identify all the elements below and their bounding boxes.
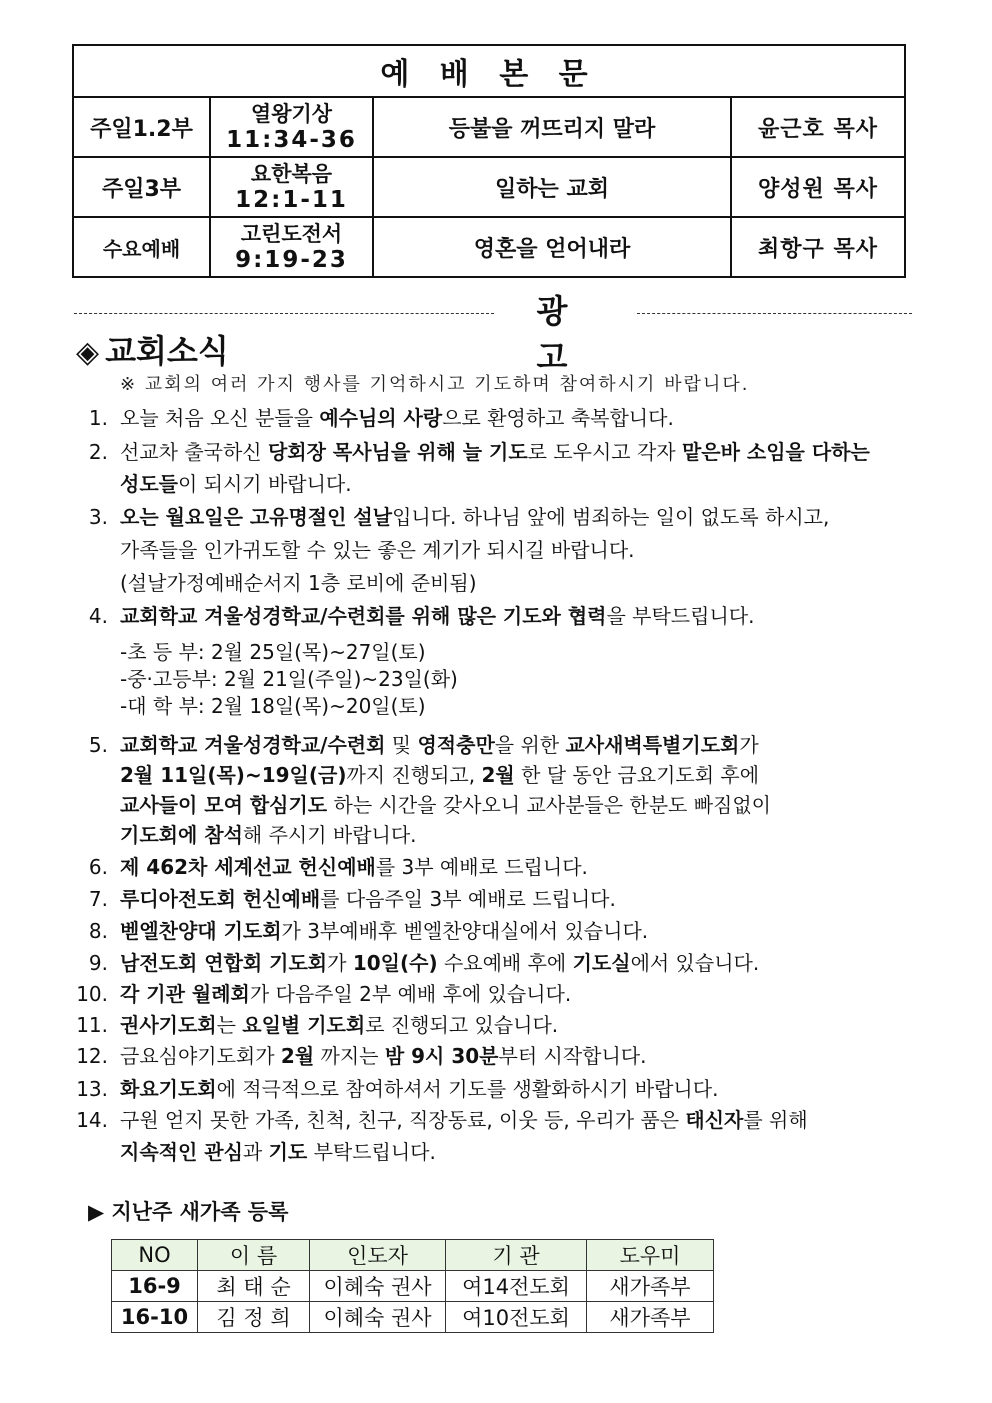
sermon-title: 영혼을 얻어내라 bbox=[373, 217, 731, 277]
scripture-cell bbox=[210, 217, 373, 277]
item-emphasis: 10일(수) bbox=[352, 951, 438, 975]
sermon-title: 일하는 교회 bbox=[373, 157, 731, 217]
list-item bbox=[120, 792, 771, 818]
item-emphasis: 교회학교 겨울성경학교/수련회를 위해 많은 기도와 협력 bbox=[120, 604, 607, 628]
item-number: 9. bbox=[88, 951, 108, 975]
item-text: 입니다. 하나님 앞에 범죄하는 일이 없도록 하시고, bbox=[392, 505, 830, 529]
item-text: 까지는 bbox=[314, 1044, 385, 1068]
dashed-divider bbox=[637, 313, 912, 314]
list-item bbox=[76, 1107, 808, 1133]
item-text: 가 다음주일 2부 예배 후에 있습니다. bbox=[249, 982, 572, 1006]
table-cell: 여14전도회 bbox=[446, 1271, 587, 1302]
item-number: 4. bbox=[88, 604, 108, 628]
item-number: 2. bbox=[88, 440, 108, 464]
item-text: 으로 환영하고 축복합니다. bbox=[442, 406, 674, 430]
scripture-cell bbox=[210, 97, 373, 157]
column-header: 인도자 bbox=[310, 1240, 446, 1271]
item-number: 3. bbox=[88, 505, 108, 529]
item-text: 는 bbox=[216, 1013, 243, 1037]
preacher-name: 윤근호 목사 bbox=[731, 97, 905, 157]
list-item bbox=[120, 570, 477, 596]
table-cell: 16-9 bbox=[112, 1271, 198, 1302]
item-emphasis: 2월 11일(목)~19일(금) bbox=[120, 763, 347, 787]
announcement-heading: 광 고 bbox=[536, 292, 598, 376]
item-text: 를 3부 예배로 드립니다. bbox=[375, 855, 588, 879]
item-emphasis: 화요기도회 bbox=[120, 1077, 217, 1101]
item-emphasis: 벧엘찬양대 기도회 bbox=[120, 919, 282, 943]
item-text: 및 bbox=[385, 733, 418, 757]
item-text: 가 3부예배후 벧엘찬양대실에서 있습니다. bbox=[281, 919, 649, 943]
item-emphasis: 2월 bbox=[280, 1044, 315, 1068]
item-text: -초 등 부: 2월 25일(목)~27일(토) bbox=[120, 640, 426, 664]
item-emphasis: 교회학교 겨울성경학교/수련회 bbox=[120, 733, 386, 757]
list-item bbox=[88, 439, 870, 465]
item-text: 하는 시간을 갖사오니 교사분들은 한분도 빠짐없이 bbox=[327, 793, 772, 817]
item-text: 해 주시기 바랍니다. bbox=[242, 823, 417, 847]
sermon-row bbox=[73, 217, 905, 277]
new-family-table bbox=[111, 1239, 714, 1333]
item-emphasis: 각 기관 월례회 bbox=[120, 982, 250, 1006]
scripture-ref: 9:19-23 bbox=[235, 247, 348, 273]
service-name: 수요예배 bbox=[73, 217, 210, 277]
item-emphasis: 태신자 bbox=[685, 1108, 744, 1132]
scripture-book: 요한복음 bbox=[250, 162, 333, 186]
scripture-cell bbox=[210, 157, 373, 217]
list-item bbox=[88, 504, 830, 530]
item-number: 6. bbox=[88, 855, 108, 879]
item-number: 12. bbox=[76, 1044, 108, 1068]
item-emphasis: 교사들이 모여 합심기도 bbox=[120, 793, 328, 817]
sermon-title: 등불을 꺼뜨리지 말라 bbox=[373, 97, 731, 157]
item-emphasis: 기도 bbox=[268, 1140, 308, 1164]
new-family-title: ▶ 지난주 새가족 등록 bbox=[88, 1200, 289, 1224]
list-item bbox=[88, 405, 674, 431]
sermon-table bbox=[72, 44, 906, 278]
item-emphasis: 기도회에 참석 bbox=[120, 823, 243, 847]
preacher-name: 양성원 목사 bbox=[731, 157, 905, 217]
item-emphasis: 예수님의 사랑 bbox=[319, 406, 443, 430]
table-cell: 새가족부 bbox=[587, 1302, 714, 1333]
table-header-row bbox=[112, 1240, 714, 1271]
item-number: 13. bbox=[76, 1077, 108, 1101]
list-item bbox=[120, 1139, 436, 1165]
scripture-book: 열왕기상 bbox=[250, 102, 333, 126]
scripture-ref: 12:1-11 bbox=[235, 187, 348, 213]
list-item bbox=[120, 822, 417, 848]
item-text: (설날가정예배순서지 1층 로비에 준비됨) bbox=[120, 571, 477, 595]
item-emphasis: 성도들 bbox=[120, 472, 178, 496]
table-row bbox=[112, 1271, 714, 1302]
diamond-icon: ◈ bbox=[76, 335, 100, 370]
item-number: 14. bbox=[76, 1108, 108, 1132]
item-text: -중·고등부: 2월 21일(주일)~23일(화) bbox=[120, 667, 458, 691]
item-text: 가 bbox=[327, 951, 353, 975]
list-item bbox=[120, 666, 458, 692]
table-cell: 이혜숙 권사 bbox=[310, 1271, 446, 1302]
dashed-divider bbox=[74, 313, 494, 314]
list-item bbox=[76, 1076, 719, 1102]
list-item bbox=[120, 537, 635, 563]
column-header: 이 름 bbox=[198, 1240, 310, 1271]
item-text: 에서 있습니다. bbox=[630, 951, 760, 975]
item-text: 선교차 출국하신 bbox=[120, 440, 268, 464]
list-item bbox=[88, 950, 760, 976]
item-number: 11. bbox=[76, 1013, 108, 1037]
sermon-row bbox=[73, 97, 905, 157]
item-number: 7. bbox=[88, 887, 108, 911]
item-emphasis: 교사새벽특별기도회 bbox=[565, 733, 740, 757]
table-cell: 최 태 순 bbox=[198, 1271, 310, 1302]
item-text: 이 되시기 바랍니다. bbox=[177, 472, 352, 496]
item-text: -대 학 부: 2월 18일(목)~20일(토) bbox=[120, 694, 426, 718]
item-text: 가 bbox=[739, 733, 759, 757]
table-row bbox=[112, 1302, 714, 1333]
table-cell: 김 정 희 bbox=[198, 1302, 310, 1333]
item-number: 10. bbox=[76, 982, 108, 1006]
item-emphasis: 맡은바 소임을 다하는 bbox=[681, 440, 870, 464]
item-text: 로 도우시고 각자 bbox=[527, 440, 682, 464]
list-item bbox=[120, 693, 426, 719]
section-note: ※ 교회의 여러 가지 행사를 기억하시고 기도하며 참여하시기 바랍니다. bbox=[120, 374, 750, 395]
column-header: 기 관 bbox=[446, 1240, 587, 1271]
table-cell: 16-10 bbox=[112, 1302, 198, 1333]
item-emphasis: 지속적인 관심 bbox=[120, 1140, 243, 1164]
list-item bbox=[120, 471, 352, 497]
section-title bbox=[76, 326, 229, 372]
list-item bbox=[76, 981, 572, 1007]
column-header: 도우미 bbox=[587, 1240, 714, 1271]
item-text: 을 위한 bbox=[494, 733, 566, 757]
item-emphasis: 2월 bbox=[481, 763, 515, 787]
item-emphasis: 밤 9시 30분 bbox=[384, 1044, 499, 1068]
item-text: 오늘 처음 오신 분들을 bbox=[120, 406, 320, 430]
list-item bbox=[88, 732, 759, 758]
section-title-text: 교회소식 bbox=[105, 332, 229, 370]
list-item bbox=[76, 1043, 647, 1069]
item-text: 한 달 동안 금요기도회 후에 bbox=[514, 763, 760, 787]
item-text: 수요예배 후에 bbox=[437, 951, 573, 975]
item-emphasis: 권사기도회 bbox=[120, 1013, 217, 1037]
item-number: 8. bbox=[88, 919, 108, 943]
table-cell: 이혜숙 권사 bbox=[310, 1302, 446, 1333]
table-cell: 새가족부 bbox=[587, 1271, 714, 1302]
item-text: 구원 얻지 못한 가족, 친척, 친구, 직장동료, 이웃 등, 우리가 품은 bbox=[120, 1108, 686, 1132]
item-text: 를 다음주일 3부 예배로 드립니다. bbox=[320, 887, 616, 911]
list-item bbox=[88, 603, 755, 629]
item-text: 로 진행되고 있습니다. bbox=[365, 1013, 559, 1037]
item-emphasis: 당회장 목사님을 위해 늘 기도 bbox=[267, 440, 528, 464]
list-item bbox=[120, 639, 426, 665]
item-emphasis: 남전도회 연합회 기도회 bbox=[120, 951, 328, 975]
sermon-table-title: 예 배 본 문 bbox=[73, 45, 905, 97]
item-text: 부터 시작합니다. bbox=[498, 1044, 647, 1068]
item-text: 부탁드립니다. bbox=[307, 1140, 436, 1164]
list-item bbox=[88, 918, 649, 944]
list-item bbox=[88, 886, 616, 912]
scripture-ref: 11:34-36 bbox=[226, 127, 357, 153]
list-item bbox=[88, 854, 588, 880]
preacher-name: 최항구 목사 bbox=[731, 217, 905, 277]
item-emphasis: 제 462차 세계선교 헌신예배 bbox=[120, 855, 376, 879]
sermon-row bbox=[73, 157, 905, 217]
item-emphasis: 영적충만 bbox=[417, 733, 495, 757]
service-name: 주일1.2부 bbox=[73, 97, 210, 157]
item-emphasis: 오는 월요일은 고유명절인 설날 bbox=[120, 505, 393, 529]
item-text: 를 위해 bbox=[743, 1108, 808, 1132]
item-text: 과 bbox=[242, 1140, 269, 1164]
item-text: 까지 진행되고, bbox=[346, 763, 482, 787]
scripture-book: 고린도전서 bbox=[240, 222, 343, 246]
item-text: 에 적극적으로 참여하셔서 기도를 생활화하시기 바랍니다. bbox=[216, 1077, 719, 1101]
item-number: 5. bbox=[88, 733, 108, 757]
item-emphasis: 요일별 기도회 bbox=[242, 1013, 366, 1037]
table-cell: 여10전도회 bbox=[446, 1302, 587, 1333]
service-name: 주일3부 bbox=[73, 157, 210, 217]
item-text: 가족들을 인가귀도할 수 있는 좋은 계기가 되시길 바랍니다. bbox=[120, 538, 635, 562]
column-header: NO bbox=[112, 1240, 198, 1271]
item-text: 금요심야기도회가 bbox=[120, 1044, 281, 1068]
list-item bbox=[76, 1012, 559, 1038]
item-number: 1. bbox=[88, 406, 108, 430]
list-item bbox=[120, 762, 759, 788]
item-emphasis: 루디아전도회 헌신예배 bbox=[120, 887, 321, 911]
item-emphasis: 기도실 bbox=[572, 951, 631, 975]
item-text: 을 부탁드립니다. bbox=[606, 604, 755, 628]
